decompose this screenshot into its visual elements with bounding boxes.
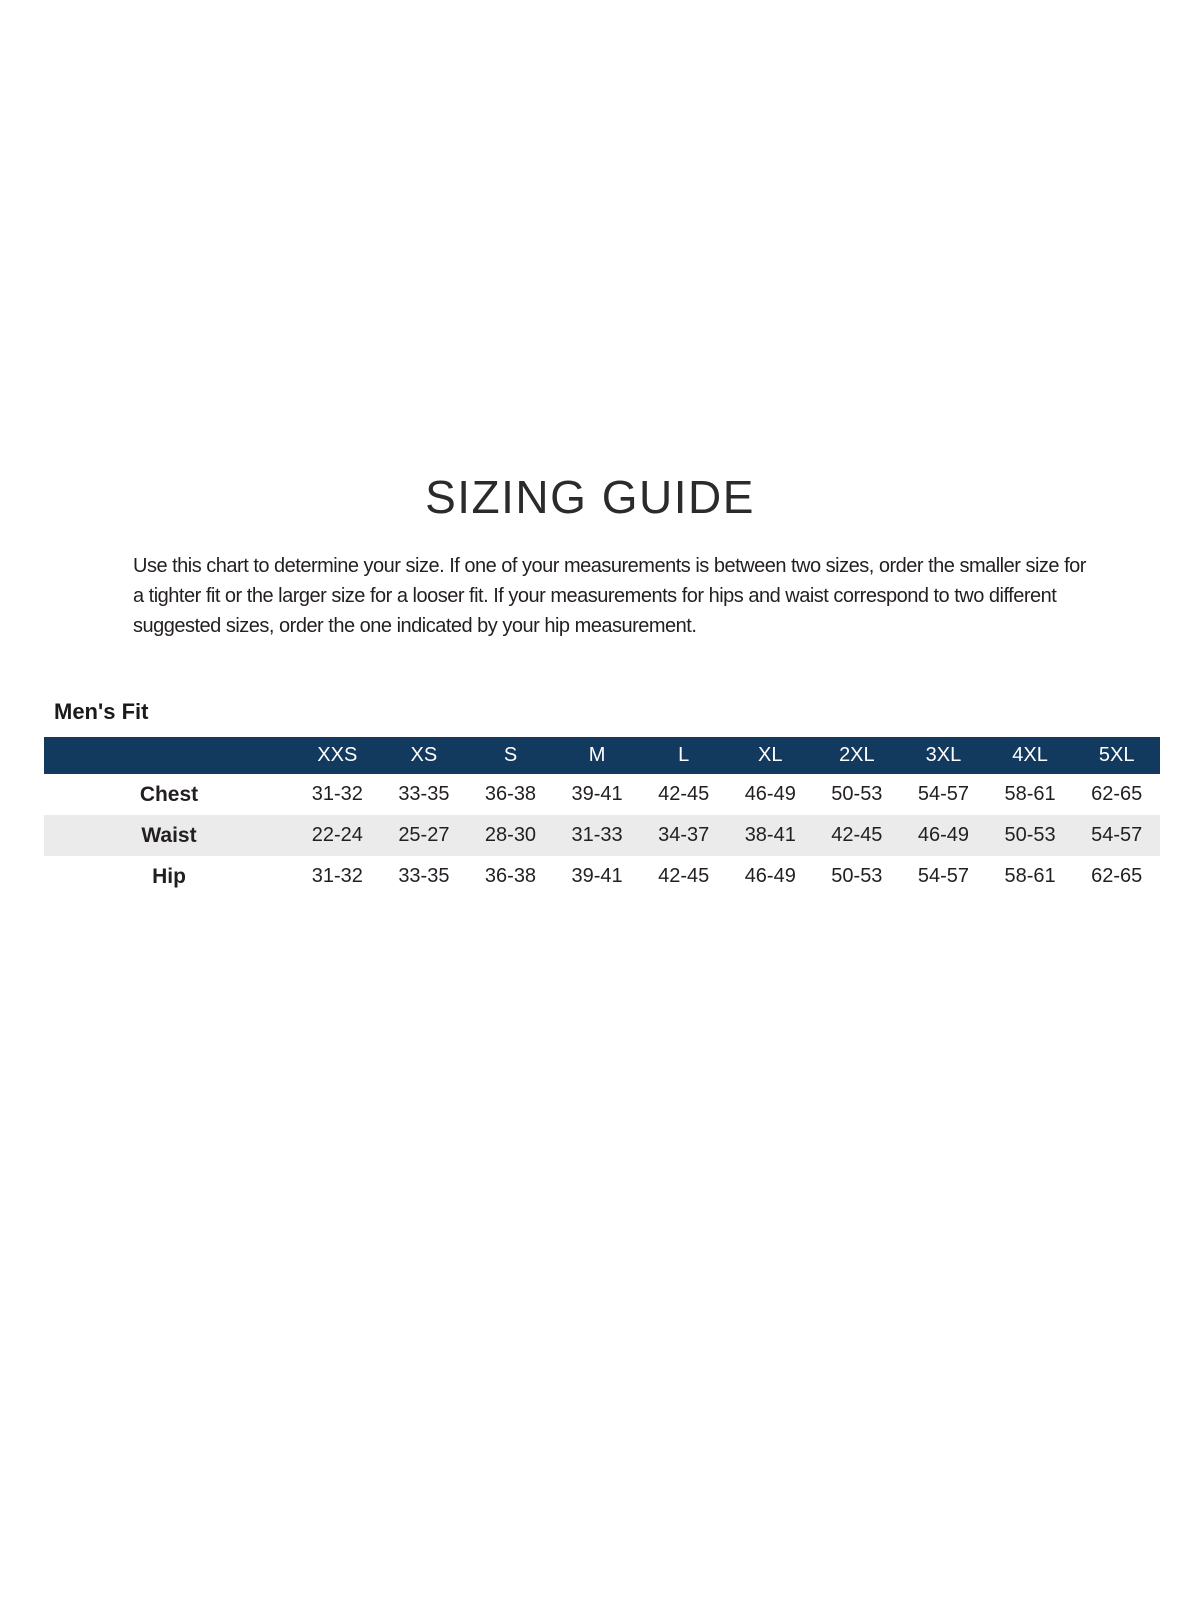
size-table-header-row [44, 737, 1160, 774]
size-value-cell: 62-65 [1091, 865, 1143, 887]
size-value-cell: 38-41 [744, 824, 796, 846]
size-value-cell: 46-49 [744, 783, 796, 805]
size-value-cell: 36-38 [484, 865, 537, 887]
size-value-cell: 62-65 [1091, 783, 1143, 805]
size-value-cell: 31-32 [311, 783, 363, 805]
size-column-header: 4XL [987, 737, 1074, 774]
size-value-cell: 58-61 [1004, 865, 1056, 887]
size-value-cell: 54-57 [917, 865, 970, 887]
size-value-cell: 39-41 [571, 783, 623, 805]
size-value-cell: 58-61 [1004, 783, 1056, 805]
size-column-header: XL [727, 737, 814, 774]
size-value-cell: 39-41 [571, 865, 623, 887]
size-value-cell: 50-53 [831, 865, 883, 887]
size-value-cell: 46-49 [917, 824, 970, 846]
size-value-cell: 42-45 [831, 824, 883, 846]
size-value-cell: 25-27 [398, 824, 450, 846]
table-row [44, 815, 1160, 856]
corner-cell [44, 737, 294, 774]
size-value-cell: 50-53 [831, 783, 883, 805]
size-value-cell: 22-24 [311, 824, 363, 846]
size-table [44, 737, 1160, 897]
table-row [44, 856, 1160, 897]
size-value-cell: 31-33 [571, 824, 623, 846]
size-column-header: XS [381, 737, 468, 774]
size-value-cell: 36-38 [484, 783, 537, 805]
size-value-cell: 28-30 [484, 824, 537, 846]
measurement-row-label: Chest [139, 782, 199, 806]
size-column-header: 2XL [814, 737, 901, 774]
size-value-cell: 54-57 [917, 783, 970, 805]
size-column-header: 5XL [1073, 737, 1160, 774]
size-column-header: XXS [294, 737, 381, 774]
size-column-header: L [640, 737, 727, 774]
size-value-cell: 34-37 [658, 824, 710, 846]
table-row [44, 774, 1160, 815]
intro-paragraph: Use this chart to determine your size. If one of your measurements is between two sizes, order the smaller size for a tighter fit or the larger size for a looser fit. If your measurements for hips and waist correspond to two different suggested sizes, order the one indicated by your hip measurement. [133, 555, 1086, 637]
size-column-header: 3XL [900, 737, 987, 774]
size-column-header: M [554, 737, 641, 774]
size-value-cell: 50-53 [1004, 824, 1056, 846]
size-table-body [44, 774, 1160, 897]
size-value-cell: 33-35 [398, 865, 450, 887]
measurement-row-label: Hip [152, 864, 186, 888]
size-value-cell: 46-49 [744, 865, 796, 887]
size-value-cell: 42-45 [658, 865, 710, 887]
page-title: SIZING GUIDE [425, 471, 755, 523]
size-value-cell: 54-57 [1091, 824, 1143, 846]
size-column-header: S [467, 737, 554, 774]
size-value-cell: 33-35 [398, 783, 450, 805]
measurement-row-label: Waist [141, 823, 197, 847]
size-value-cell: 31-32 [311, 865, 363, 887]
size-value-cell: 42-45 [658, 783, 710, 805]
section-label-mens-fit: Men's Fit [54, 699, 149, 724]
